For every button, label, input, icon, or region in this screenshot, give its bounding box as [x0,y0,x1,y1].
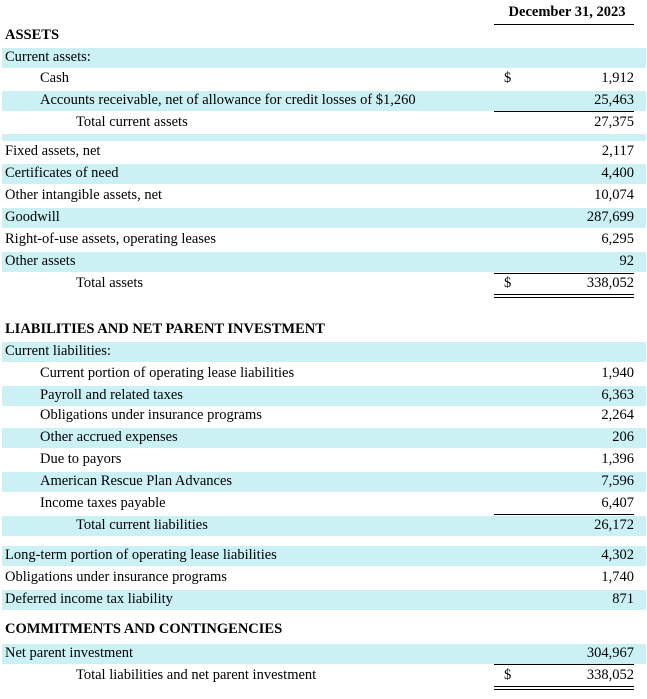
receivable-label: Accounts receivable, net of allowance for credit losses of $1,260 [40,92,416,108]
insurance-value: 2,264 [601,407,634,423]
rou-label: Right-of-use assets, operating leases [5,231,217,247]
assets-heading-row [2,26,646,46]
income-tax-label: Income taxes payable [40,495,166,511]
receivable-value: 25,463 [594,92,634,108]
liabilities-heading: LIABILITIES AND NET PARENT INVESTMENT [5,321,325,337]
total-liabilities-top-rule [494,664,634,665]
column-header-date: December 31, 2023 [508,4,626,20]
deferred-tax-label: Deferred income tax liability [5,591,173,607]
rou-value: 6,295 [601,231,634,247]
insurance-long-label: Obligations under insurance programs [5,569,227,585]
insurance-long-row [2,568,646,588]
accrued-row [2,428,646,448]
total-assets-label: Total assets [76,275,144,291]
lease-long-label: Long-term portion of operating lease liabilities [5,547,277,563]
total-current-assets-row [2,113,646,133]
net-parent-value: 304,967 [586,645,634,661]
other-assets-row [2,252,646,272]
current-assets-row [2,48,646,68]
insurance-label: Obligations under insurance programs [40,407,262,423]
current-assets-label: Current assets: [5,49,91,65]
total-assets-currency: $ [504,275,512,291]
current-liabilities-row [2,342,646,362]
commitments-row [2,620,646,640]
fixed-assets-label: Fixed assets, net [5,143,101,159]
goodwill-value: 287,699 [586,209,634,225]
total-current-assets-label: Total current assets [76,114,188,130]
income-tax-value: 6,407 [601,495,634,511]
intangible-value: 10,074 [594,187,634,203]
certificates-value: 4,400 [601,165,634,181]
commitments-heading: COMMITMENTS AND CONTINGENCIES [5,621,283,637]
receivable-row [2,91,646,111]
payors-row [2,450,646,470]
arpa-row [2,472,646,492]
liabilities-heading-row [2,320,646,340]
intangible-label: Other intangible assets, net [5,187,163,203]
lease-long-value: 4,302 [601,547,634,563]
accrued-label: Other accrued expenses [40,429,178,445]
payroll-value: 6,363 [601,387,634,403]
deferred-tax-row [2,590,646,610]
arpa-value: 7,596 [601,473,634,489]
current-liabilities-label: Current liabilities: [5,343,111,359]
income-tax-row [2,494,646,514]
total-liabilities-currency: $ [504,667,512,683]
insurance-long-value: 1,740 [601,569,634,585]
other-assets-value: 92 [619,253,634,269]
payroll-label: Payroll and related taxes [40,387,183,403]
total-liabilities-double-rule [494,686,634,690]
payroll-row [2,386,646,406]
lease-current-value: 1,940 [601,365,634,381]
current-liabilities-underline [494,514,634,515]
fixed-assets-value: 2,117 [601,143,634,159]
payors-value: 1,396 [601,451,634,467]
current-assets-underline [494,111,634,112]
assets-heading: ASSETS [5,27,60,43]
lease-long-row [2,546,646,566]
cash-currency: $ [504,70,512,86]
deferred-tax-value: 871 [612,591,634,607]
goodwill-label: Goodwill [5,209,60,225]
insurance-row [2,406,646,426]
total-assets-row [2,274,646,294]
header-underline [494,24,634,25]
total-assets-value: 338,052 [586,275,634,291]
total-current-liabilities-label: Total current liabilities [76,517,208,533]
net-parent-label: Net parent investment [5,645,134,661]
certificates-label: Certificates of need [5,165,119,181]
total-assets-double-rule [494,294,634,298]
arpa-label: American Rescue Plan Advances [40,473,233,489]
total-current-assets-value: 27,375 [594,114,634,130]
certificates-row [2,164,646,184]
spacer-row [2,134,646,141]
total-current-liabilities-value: 26,172 [594,517,634,533]
net-parent-row [2,644,646,664]
total-liabilities-row [2,666,646,686]
goodwill-row [2,208,646,228]
accrued-value: 206 [612,429,634,445]
cash-value: 1,912 [601,70,634,86]
total-liabilities-value: 338,052 [586,667,634,683]
other-assets-label: Other assets [5,253,76,269]
payors-label: Due to payors [40,451,122,467]
fixed-assets-row [2,142,646,162]
lease-current-label: Current portion of operating lease liabilities [40,365,295,381]
total-current-liabilities-row [2,516,646,536]
cash-row [2,69,646,89]
total-liabilities-label: Total liabilities and net parent investment [76,667,317,683]
intangible-row [2,186,646,206]
rou-row [2,230,646,250]
cash-label: Cash [40,70,69,86]
lease-current-row [2,364,646,384]
